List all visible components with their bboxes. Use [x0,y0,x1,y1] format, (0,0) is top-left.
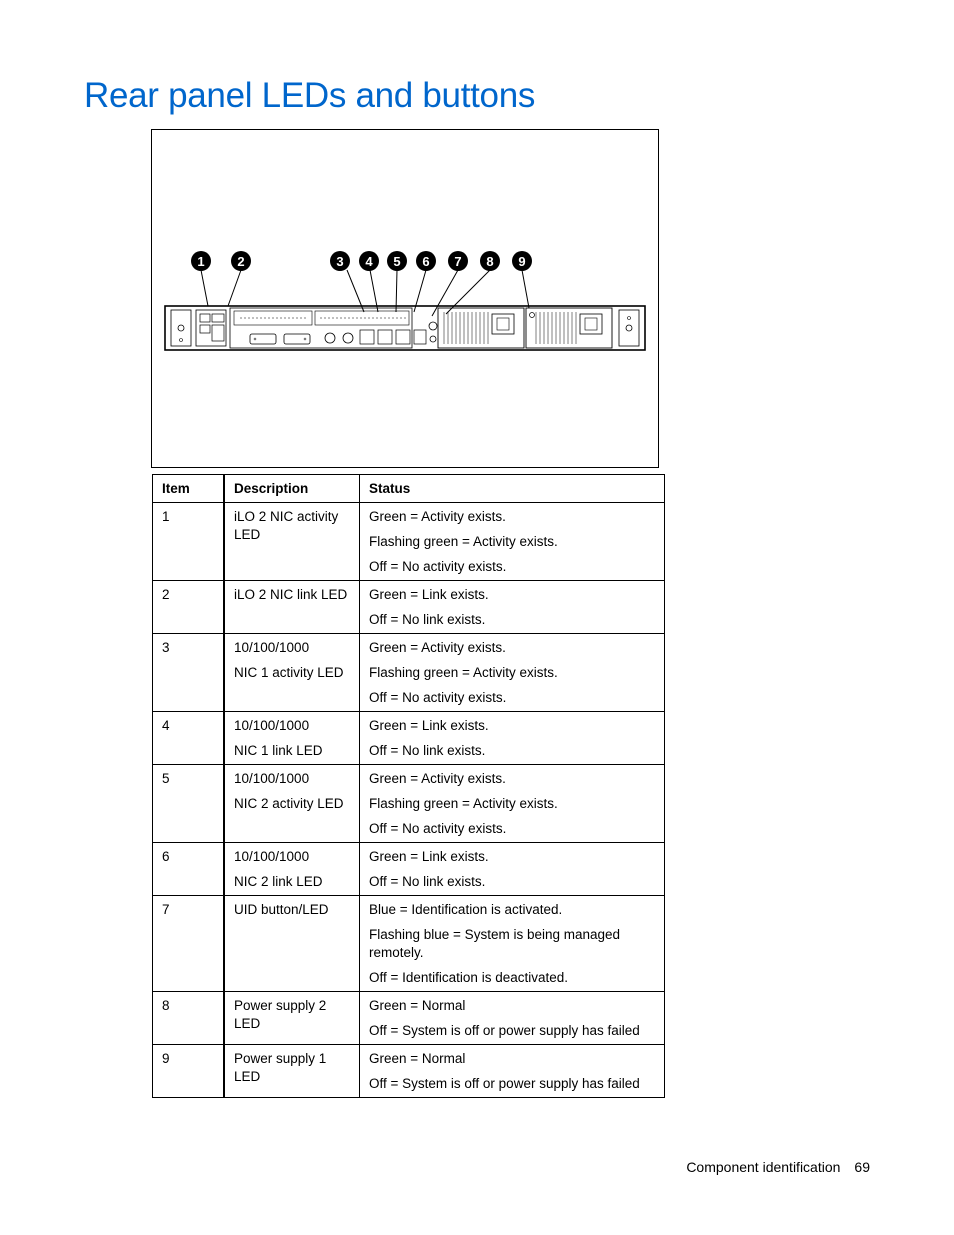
cell-status [360,503,665,581]
description-line: iLO 2 NIC link LED [234,587,348,602]
cell-status [360,712,665,765]
cell-status [360,1045,665,1098]
page-title: Rear panel LEDs and buttons [84,76,536,115]
status-line: Flashing green = Activity exists. [369,665,558,680]
description-line: Power supply 2 LED [234,998,327,1031]
callout-number: 2 [237,254,245,269]
status-line: Green = Link exists. [369,718,489,733]
status-line: Off = No link exists. [369,612,486,627]
description-line: 10/100/1000 [234,771,310,786]
description-line: 10/100/1000 [234,718,310,733]
cell-description [224,1045,360,1098]
status-line: Green = Activity exists. [369,509,506,524]
callout-number: 4 [365,254,373,269]
cell-status [360,896,665,992]
cell-item: 2 [153,581,225,634]
cell-status [360,843,665,896]
callout-number: 5 [393,254,401,269]
table-body [153,503,665,1098]
description-line: NIC 1 link LED [234,743,323,758]
chassis [165,306,645,350]
status-line: Green = Normal [369,1051,466,1066]
status-line: Blue = Identification is activated. [369,902,563,917]
header-description: Description [224,475,360,503]
table-row [153,843,665,896]
callout-number: 7 [454,254,462,269]
cell-description [224,634,360,712]
cell-item: 7 [153,896,225,992]
psu-vents [444,312,576,344]
table-row [153,896,665,992]
cell-description [224,992,360,1045]
cell-description [224,896,360,992]
table-row [153,992,665,1045]
rear-panel-figure [151,129,659,468]
callout-markers [191,251,532,271]
cell-description [224,503,360,581]
cell-description [224,581,360,634]
footer-section: Component identification [686,1159,841,1175]
table-row [153,1045,665,1098]
cell-item: 8 [153,992,225,1045]
cell-status [360,992,665,1045]
table-row [153,581,665,634]
status-line: Green = Link exists. [369,587,489,602]
callout-number: 1 [197,254,205,269]
table-row [153,712,665,765]
status-line: Green = Link exists. [369,849,489,864]
description-line: Power supply 1 LED [234,1051,327,1084]
led-status-table [152,474,665,1098]
status-line: Off = No link exists. [369,743,486,758]
callout-leaders [201,270,529,316]
status-line: Green = Normal [369,998,466,1013]
status-line: Off = System is off or power supply has failed [369,1023,640,1038]
cell-item: 5 [153,765,225,843]
cell-description [224,843,360,896]
cell-status [360,765,665,843]
table-row [153,634,665,712]
callout-number: 6 [422,254,430,269]
cell-status [360,581,665,634]
description-line: NIC 2 link LED [234,874,323,889]
status-line: Off = Identification is deactivated. [369,970,568,985]
header-status: Status [360,475,665,503]
cell-item: 6 [153,843,225,896]
status-line: Off = No activity exists. [369,690,507,705]
cell-description [224,765,360,843]
callout-number: 9 [518,254,526,269]
callout-number: 3 [336,254,344,269]
status-line: Off = No activity exists. [369,821,507,836]
cell-description [224,712,360,765]
description-line: UID button/LED [234,902,329,917]
footer-page-number: 69 [854,1159,870,1175]
table-row [153,503,665,581]
status-line: Green = Activity exists. [369,771,506,786]
server-rear-panel-illustration [152,130,658,467]
cell-item: 9 [153,1045,225,1098]
status-line: Off = No activity exists. [369,559,507,574]
cell-item: 3 [153,634,225,712]
status-line: Flashing blue = System is being managed remotely. [369,927,621,960]
header-item: Item [153,475,225,503]
status-line: Off = System is off or power supply has failed [369,1076,640,1091]
page-footer [686,1159,870,1175]
status-line: Flashing green = Activity exists. [369,796,558,811]
description-line: NIC 1 activity LED [234,665,344,680]
status-line: Green = Activity exists. [369,640,506,655]
table-row [153,765,665,843]
table-header-row [153,475,665,503]
status-line: Flashing green = Activity exists. [369,534,558,549]
description-line: 10/100/1000 [234,849,310,864]
cell-status [360,634,665,712]
description-line: iLO 2 NIC activity LED [234,509,339,542]
cell-item: 4 [153,712,225,765]
cell-item: 1 [153,503,225,581]
description-line: NIC 2 activity LED [234,796,344,811]
status-line: Off = No link exists. [369,874,486,889]
callout-number: 8 [486,254,494,269]
description-line: 10/100/1000 [234,640,310,655]
